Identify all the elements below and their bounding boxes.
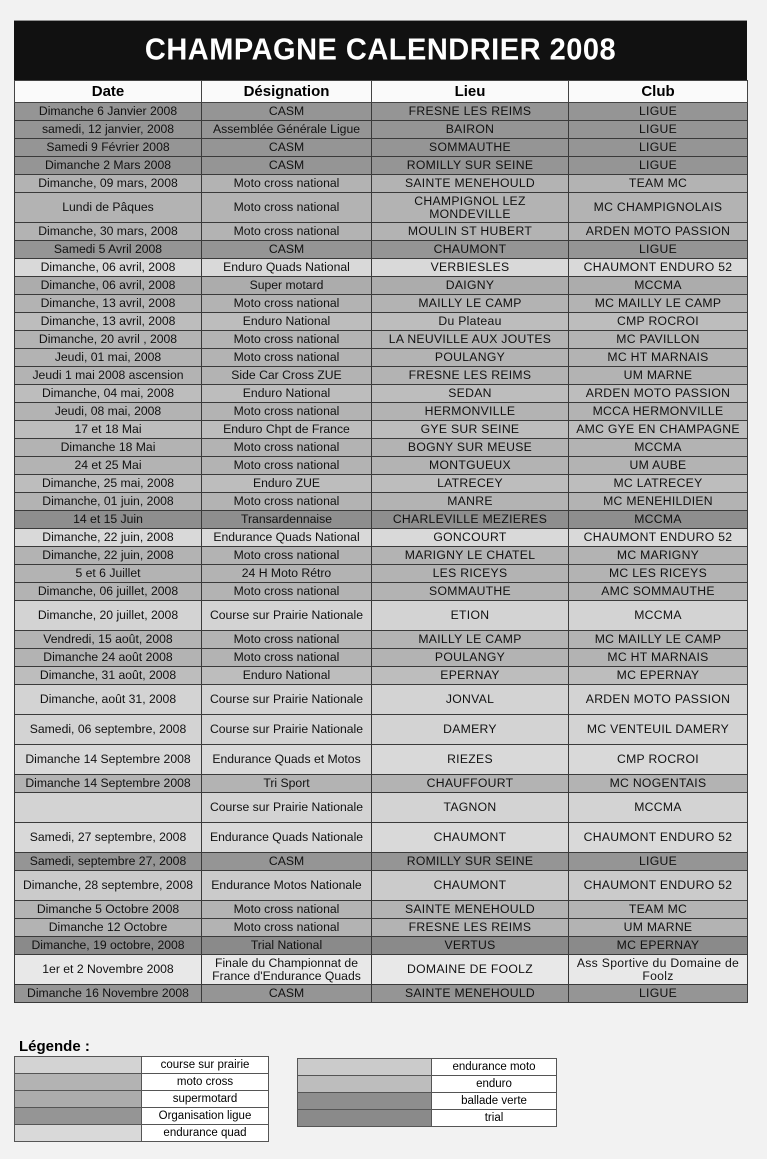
cell-date: Lundi de Pâques — [15, 193, 202, 223]
cell-date: Dimanche 24 août 2008 — [15, 649, 202, 667]
cell-lieu: FRESNE LES REIMS — [372, 919, 569, 937]
cell-club: MCCMA — [569, 439, 748, 457]
table-row — [15, 241, 748, 259]
cell-designation: Moto cross national — [202, 631, 372, 649]
cell-club: LIGUE — [569, 139, 748, 157]
legend-item — [15, 1108, 269, 1125]
cell-date: Samedi 9 Février 2008 — [15, 139, 202, 157]
table-row — [15, 313, 748, 331]
cell-designation: Course sur Prairie Nationale — [202, 685, 372, 715]
cell-club: ARDEN MOTO PASSION — [569, 223, 748, 241]
cell-club: CMP ROCROI — [569, 313, 748, 331]
cell-designation: Assemblée Générale Ligue — [202, 121, 372, 139]
cell-designation: CASM — [202, 985, 372, 1003]
cell-date: Jeudi, 08 mai, 2008 — [15, 403, 202, 421]
cell-designation: Moto cross national — [202, 331, 372, 349]
cell-club: LIGUE — [569, 103, 748, 121]
cell-lieu: BOGNY SUR MEUSE — [372, 439, 569, 457]
cell-club: LIGUE — [569, 157, 748, 175]
cell-lieu: MAILLY LE CAMP — [372, 631, 569, 649]
cell-designation: Enduro Quads National — [202, 259, 372, 277]
table-row — [15, 175, 748, 193]
cell-date: Jeudi, 01 mai, 2008 — [15, 349, 202, 367]
table-row — [15, 565, 748, 583]
cell-lieu: MAILLY LE CAMP — [372, 295, 569, 313]
cell-date: 1er et 2 Novembre 2008 — [15, 955, 202, 985]
cell-club: CHAUMONT ENDURO 52 — [569, 529, 748, 547]
legend-swatch — [298, 1076, 432, 1093]
table-row — [15, 349, 748, 367]
cell-designation: Moto cross national — [202, 175, 372, 193]
cell-club: MC VENTEUIL DAMERY — [569, 715, 748, 745]
table-row — [15, 139, 748, 157]
cell-lieu: ROMILLY SUR SEINE — [372, 157, 569, 175]
cell-designation: Transardennaise — [202, 511, 372, 529]
legend-label: endurance moto — [432, 1059, 557, 1076]
table-row — [15, 853, 748, 871]
legend-swatch — [15, 1091, 142, 1108]
cell-lieu: SAINTE MENEHOULD — [372, 175, 569, 193]
cell-lieu: FRESNE LES REIMS — [372, 367, 569, 385]
table-row — [15, 715, 748, 745]
legend-item — [298, 1093, 557, 1110]
page-title: CHAMPAGNE CALENDRIER 2008 — [14, 21, 747, 81]
cell-lieu: FRESNE LES REIMS — [372, 103, 569, 121]
cell-date: Dimanche, 04 mai, 2008 — [15, 385, 202, 403]
table-row — [15, 649, 748, 667]
cell-club: UM MARNE — [569, 367, 748, 385]
table-row — [15, 511, 748, 529]
cell-club: AMC GYE EN CHAMPAGNE — [569, 421, 748, 439]
cell-club: UM AUBE — [569, 457, 748, 475]
calendar-body — [15, 103, 748, 1003]
cell-club: MC EPERNAY — [569, 667, 748, 685]
table-row — [15, 871, 748, 901]
cell-designation: CASM — [202, 853, 372, 871]
cell-designation: Moto cross national — [202, 193, 372, 223]
cell-date: Vendredi, 15 août, 2008 — [15, 631, 202, 649]
table-row — [15, 937, 748, 955]
table-row — [15, 367, 748, 385]
cell-designation: CASM — [202, 139, 372, 157]
cell-lieu: CHAMPIGNOL LEZ MONDEVILLE — [372, 193, 569, 223]
legend-label: course sur prairie — [142, 1057, 269, 1074]
legend-item — [15, 1057, 269, 1074]
cell-club: AMC SOMMAUTHE — [569, 583, 748, 601]
table-row — [15, 277, 748, 295]
legend-swatch — [298, 1059, 432, 1076]
header-club: Club — [569, 81, 748, 103]
cell-lieu: SEDAN — [372, 385, 569, 403]
legend-swatch — [15, 1074, 142, 1091]
table-row — [15, 331, 748, 349]
table-row — [15, 457, 748, 475]
cell-lieu: LES RICEYS — [372, 565, 569, 583]
cell-lieu: CHARLEVILLE MEZIERES — [372, 511, 569, 529]
table-row — [15, 631, 748, 649]
cell-designation: Tri Sport — [202, 775, 372, 793]
cell-club: MCCMA — [569, 511, 748, 529]
cell-lieu: SAINTE MENEHOULD — [372, 985, 569, 1003]
cell-date: Dimanche, 20 avril , 2008 — [15, 331, 202, 349]
table-row — [15, 583, 748, 601]
cell-lieu: MARIGNY LE CHATEL — [372, 547, 569, 565]
cell-club: MC HT MARNAIS — [569, 349, 748, 367]
cell-date: Dimanche, 28 septembre, 2008 — [15, 871, 202, 901]
table-row — [15, 403, 748, 421]
legend-left — [14, 1056, 269, 1142]
cell-club: CHAUMONT ENDURO 52 — [569, 259, 748, 277]
cell-date: Dimanche, 01 juin, 2008 — [15, 493, 202, 511]
cell-designation: Moto cross national — [202, 583, 372, 601]
cell-lieu: CHAUFFOURT — [372, 775, 569, 793]
cell-club: CHAUMONT ENDURO 52 — [569, 871, 748, 901]
cell-lieu: DAIGNY — [372, 277, 569, 295]
legend-swatch — [15, 1108, 142, 1125]
cell-lieu: MONTGUEUX — [372, 457, 569, 475]
cell-designation: Super motard — [202, 277, 372, 295]
cell-lieu: POULANGY — [372, 349, 569, 367]
cell-club: TEAM MC — [569, 901, 748, 919]
cell-club: TEAM MC — [569, 175, 748, 193]
cell-lieu: SOMMAUTHE — [372, 139, 569, 157]
cell-designation: Trial National — [202, 937, 372, 955]
cell-date: Dimanche 5 Octobre 2008 — [15, 901, 202, 919]
table-row — [15, 223, 748, 241]
table-row — [15, 955, 748, 985]
legend-label: supermotard — [142, 1091, 269, 1108]
cell-designation: Moto cross national — [202, 493, 372, 511]
header-lieu: Lieu — [372, 81, 569, 103]
calendar-table — [14, 80, 748, 1003]
table-header-row — [15, 81, 748, 103]
cell-designation: Course sur Prairie Nationale — [202, 715, 372, 745]
cell-club: UM MARNE — [569, 919, 748, 937]
cell-lieu: SOMMAUTHE — [372, 583, 569, 601]
cell-lieu: HERMONVILLE — [372, 403, 569, 421]
cell-date: Dimanche, 06 juillet, 2008 — [15, 583, 202, 601]
cell-designation: Enduro Chpt de France — [202, 421, 372, 439]
table-row — [15, 793, 748, 823]
table-row — [15, 901, 748, 919]
cell-designation: Moto cross national — [202, 223, 372, 241]
cell-date: Dimanche 16 Novembre 2008 — [15, 985, 202, 1003]
legend-item — [298, 1110, 557, 1127]
cell-lieu: RIEZES — [372, 745, 569, 775]
cell-designation: Enduro National — [202, 313, 372, 331]
cell-club: MC HT MARNAIS — [569, 649, 748, 667]
legend-item — [15, 1091, 269, 1108]
table-row — [15, 295, 748, 313]
cell-club: LIGUE — [569, 241, 748, 259]
cell-date: 17 et 18 Mai — [15, 421, 202, 439]
legend-swatch — [298, 1093, 432, 1110]
cell-date: Dimanche, 20 juillet, 2008 — [15, 601, 202, 631]
cell-date: Dimanche, 30 mars, 2008 — [15, 223, 202, 241]
cell-club: MCCA HERMONVILLE — [569, 403, 748, 421]
table-row — [15, 439, 748, 457]
cell-lieu: SAINTE MENEHOULD — [372, 901, 569, 919]
table-row — [15, 103, 748, 121]
cell-club: MC MAILLY LE CAMP — [569, 295, 748, 313]
table-row — [15, 601, 748, 631]
cell-lieu: CHAUMONT — [372, 241, 569, 259]
cell-lieu: TAGNON — [372, 793, 569, 823]
table-row — [15, 745, 748, 775]
legend-swatch — [15, 1057, 142, 1074]
table-row — [15, 121, 748, 139]
table-row — [15, 667, 748, 685]
cell-lieu: VERBIESLES — [372, 259, 569, 277]
cell-club: MC CHAMPIGNOLAIS — [569, 193, 748, 223]
table-row — [15, 193, 748, 223]
table-row — [15, 259, 748, 277]
cell-designation: Moto cross national — [202, 547, 372, 565]
cell-club: MC NOGENTAIS — [569, 775, 748, 793]
cell-club: ARDEN MOTO PASSION — [569, 685, 748, 715]
cell-date: Dimanche, 31 août, 2008 — [15, 667, 202, 685]
cell-designation: Side Car Cross ZUE — [202, 367, 372, 385]
legend-label: trial — [432, 1110, 557, 1127]
cell-date: samedi, 12 janvier, 2008 — [15, 121, 202, 139]
cell-date: Dimanche, 25 mai, 2008 — [15, 475, 202, 493]
legend-label: moto cross — [142, 1074, 269, 1091]
legend-item — [15, 1074, 269, 1091]
cell-lieu: ROMILLY SUR SEINE — [372, 853, 569, 871]
cell-lieu: JONVAL — [372, 685, 569, 715]
table-row — [15, 985, 748, 1003]
cell-date: Samedi, septembre 27, 2008 — [15, 853, 202, 871]
cell-club: MC LES RICEYS — [569, 565, 748, 583]
cell-date: Dimanche, 09 mars, 2008 — [15, 175, 202, 193]
cell-club: Ass Sportive du Domaine de Foolz — [569, 955, 748, 985]
table-row — [15, 475, 748, 493]
cell-designation: Endurance Quads et Motos — [202, 745, 372, 775]
cell-lieu: BAIRON — [372, 121, 569, 139]
legend-swatch — [298, 1110, 432, 1127]
cell-date: 24 et 25 Mai — [15, 457, 202, 475]
cell-lieu: LATRECEY — [372, 475, 569, 493]
cell-date: Samedi 5 Avril 2008 — [15, 241, 202, 259]
cell-date: 5 et 6 Juillet — [15, 565, 202, 583]
legend-label: Organisation ligue — [142, 1108, 269, 1125]
legend-item — [298, 1059, 557, 1076]
cell-date: Dimanche 18 Mai — [15, 439, 202, 457]
cell-club: LIGUE — [569, 853, 748, 871]
cell-date: Dimanche, 13 avril, 2008 — [15, 295, 202, 313]
table-row — [15, 685, 748, 715]
cell-designation: CASM — [202, 103, 372, 121]
cell-date: Dimanche 12 Octobre — [15, 919, 202, 937]
cell-designation: Endurance Quads Nationale — [202, 823, 372, 853]
cell-date: Dimanche, 06 avril, 2008 — [15, 259, 202, 277]
cell-designation: Moto cross national — [202, 901, 372, 919]
table-row — [15, 385, 748, 403]
cell-date: Dimanche, 22 juin, 2008 — [15, 547, 202, 565]
table-row — [15, 823, 748, 853]
cell-club: ARDEN MOTO PASSION — [569, 385, 748, 403]
cell-designation: Moto cross national — [202, 649, 372, 667]
cell-designation: Finale du Championnat de France d'Endurance Quads — [202, 955, 372, 985]
cell-date: Dimanche, 22 juin, 2008 — [15, 529, 202, 547]
legend-title: Légende : — [19, 1038, 90, 1055]
cell-lieu: EPERNAY — [372, 667, 569, 685]
cell-date: Dimanche, août 31, 2008 — [15, 685, 202, 715]
cell-club: MC MENEHILDIEN — [569, 493, 748, 511]
cell-designation: Endurance Motos Nationale — [202, 871, 372, 901]
cell-date: Dimanche 6 Janvier 2008 — [15, 103, 202, 121]
cell-lieu: POULANGY — [372, 649, 569, 667]
cell-date: Samedi, 06 septembre, 2008 — [15, 715, 202, 745]
cell-designation: Moto cross national — [202, 403, 372, 421]
cell-designation: 24 H Moto Rétro — [202, 565, 372, 583]
legend-item — [298, 1076, 557, 1093]
cell-designation: Moto cross national — [202, 349, 372, 367]
cell-lieu: CHAUMONT — [372, 871, 569, 901]
cell-designation: Enduro ZUE — [202, 475, 372, 493]
cell-date: Jeudi 1 mai 2008 ascension — [15, 367, 202, 385]
cell-club: MC MARIGNY — [569, 547, 748, 565]
cell-date: Dimanche, 13 avril, 2008 — [15, 313, 202, 331]
table-row — [15, 421, 748, 439]
cell-lieu: GONCOURT — [372, 529, 569, 547]
cell-club: MC EPERNAY — [569, 937, 748, 955]
cell-date: Dimanche 14 Septembre 2008 — [15, 745, 202, 775]
cell-club: CMP ROCROI — [569, 745, 748, 775]
table-row — [15, 547, 748, 565]
cell-lieu: ETION — [372, 601, 569, 631]
cell-designation: Moto cross national — [202, 439, 372, 457]
legend-label: endurance quad — [142, 1125, 269, 1142]
cell-lieu: CHAUMONT — [372, 823, 569, 853]
cell-lieu: VERTUS — [372, 937, 569, 955]
cell-club: LIGUE — [569, 985, 748, 1003]
cell-date: Dimanche 14 Septembre 2008 — [15, 775, 202, 793]
legend-swatch — [15, 1125, 142, 1142]
cell-designation: Course sur Prairie Nationale — [202, 793, 372, 823]
cell-date: Dimanche, 06 avril, 2008 — [15, 277, 202, 295]
cell-lieu: MOULIN ST HUBERT — [372, 223, 569, 241]
cell-date: Samedi, 27 septembre, 2008 — [15, 823, 202, 853]
cell-date: 14 et 15 Juin — [15, 511, 202, 529]
table-row — [15, 493, 748, 511]
table-row — [15, 157, 748, 175]
cell-club: MC MAILLY LE CAMP — [569, 631, 748, 649]
legend-label: enduro — [432, 1076, 557, 1093]
header-date: Date — [15, 81, 202, 103]
cell-lieu: GYE SUR SEINE — [372, 421, 569, 439]
cell-designation: CASM — [202, 241, 372, 259]
cell-designation: Enduro National — [202, 385, 372, 403]
cell-lieu: LA NEUVILLE AUX JOUTES — [372, 331, 569, 349]
table-row — [15, 529, 748, 547]
cell-designation: Endurance Quads National — [202, 529, 372, 547]
cell-lieu: DOMAINE DE FOOLZ — [372, 955, 569, 985]
cell-club: CHAUMONT ENDURO 52 — [569, 823, 748, 853]
header-designation: Désignation — [202, 81, 372, 103]
cell-date: Dimanche, 19 octobre, 2008 — [15, 937, 202, 955]
legend-item — [15, 1125, 269, 1142]
table-row — [15, 919, 748, 937]
cell-lieu: DAMERY — [372, 715, 569, 745]
cell-designation: Course sur Prairie Nationale — [202, 601, 372, 631]
cell-club: MC LATRECEY — [569, 475, 748, 493]
cell-designation: Enduro National — [202, 667, 372, 685]
legend-label: ballade verte — [432, 1093, 557, 1110]
table-row — [15, 775, 748, 793]
cell-lieu: MANRE — [372, 493, 569, 511]
cell-club: MCCMA — [569, 601, 748, 631]
cell-designation: CASM — [202, 157, 372, 175]
cell-date: Dimanche 2 Mars 2008 — [15, 157, 202, 175]
cell-lieu: Du Plateau — [372, 313, 569, 331]
cell-club: MCCMA — [569, 277, 748, 295]
cell-date — [15, 793, 202, 823]
legend-right — [297, 1058, 557, 1127]
cell-designation: Moto cross national — [202, 457, 372, 475]
cell-club: MCCMA — [569, 793, 748, 823]
cell-designation: Moto cross national — [202, 919, 372, 937]
cell-club: LIGUE — [569, 121, 748, 139]
cell-designation: Moto cross national — [202, 295, 372, 313]
cell-club: MC PAVILLON — [569, 331, 748, 349]
